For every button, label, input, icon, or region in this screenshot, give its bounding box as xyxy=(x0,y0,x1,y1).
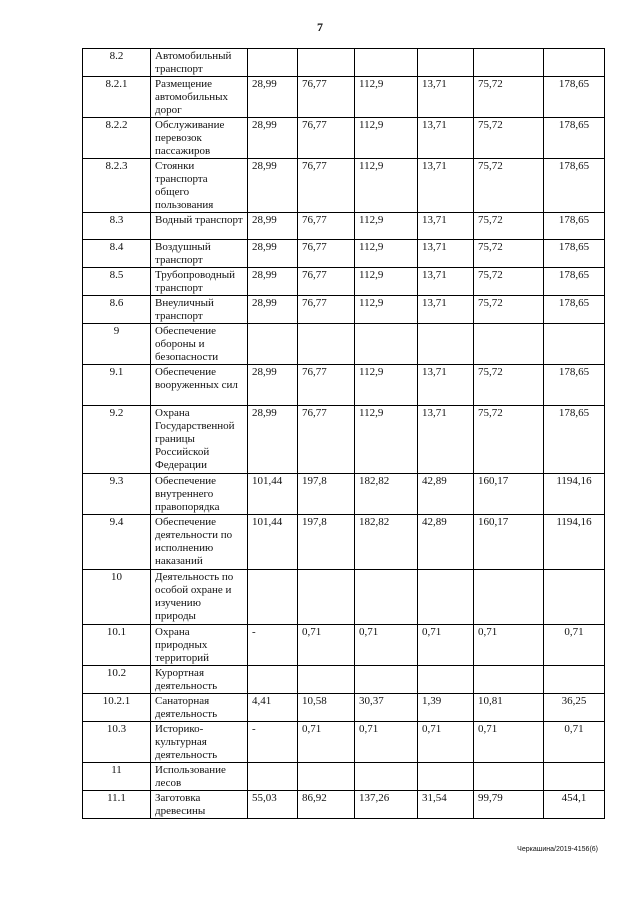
value-cell: 178,65 xyxy=(544,296,605,324)
value-cell: 197,8 xyxy=(298,474,355,515)
value-cell xyxy=(474,666,544,694)
row-code: 10.3 xyxy=(83,722,151,763)
value-cell: 76,77 xyxy=(298,77,355,118)
value-cell xyxy=(298,570,355,625)
value-cell xyxy=(544,324,605,365)
row-code: 10.2.1 xyxy=(83,694,151,722)
row-name: Историко-культурная деятельность xyxy=(151,722,248,763)
value-cell: 178,65 xyxy=(544,268,605,296)
value-cell: 13,71 xyxy=(418,365,474,406)
value-cell: 76,77 xyxy=(298,365,355,406)
value-cell: 99,79 xyxy=(474,791,544,819)
value-cell xyxy=(298,49,355,77)
value-cell: 10,58 xyxy=(298,694,355,722)
value-cell xyxy=(248,763,298,791)
value-cell: 182,82 xyxy=(355,515,418,570)
value-cell xyxy=(474,324,544,365)
value-cell: 178,65 xyxy=(544,213,605,240)
value-cell: 13,71 xyxy=(418,296,474,324)
table-row xyxy=(83,324,605,365)
value-cell: 4,41 xyxy=(248,694,298,722)
value-cell: - xyxy=(248,625,298,666)
value-cell: 28,99 xyxy=(248,213,298,240)
table-row xyxy=(83,118,605,159)
row-code: 10.1 xyxy=(83,625,151,666)
value-cell xyxy=(418,570,474,625)
row-code: 8.2.1 xyxy=(83,77,151,118)
value-cell xyxy=(418,666,474,694)
value-cell: 197,8 xyxy=(298,515,355,570)
value-cell: 28,99 xyxy=(248,268,298,296)
row-name: Обслуживание перевозок пассажиров xyxy=(151,118,248,159)
value-cell xyxy=(298,324,355,365)
value-cell xyxy=(418,324,474,365)
value-cell: 36,25 xyxy=(544,694,605,722)
value-cell: 0,71 xyxy=(355,625,418,666)
value-cell: 86,92 xyxy=(298,791,355,819)
tariff-table xyxy=(82,48,605,819)
value-cell: 28,99 xyxy=(248,406,298,474)
value-cell: 75,72 xyxy=(474,268,544,296)
row-name: Автомобильный транспорт xyxy=(151,49,248,77)
value-cell xyxy=(544,49,605,77)
value-cell: 13,71 xyxy=(418,118,474,159)
row-code: 11.1 xyxy=(83,791,151,819)
page-number: 7 xyxy=(317,20,323,34)
table-row xyxy=(83,406,605,474)
value-cell: 28,99 xyxy=(248,118,298,159)
row-code: 8.6 xyxy=(83,296,151,324)
row-code: 8.2.3 xyxy=(83,159,151,213)
value-cell: 75,72 xyxy=(474,365,544,406)
table-row xyxy=(83,268,605,296)
value-cell: 178,65 xyxy=(544,365,605,406)
value-cell: 76,77 xyxy=(298,213,355,240)
row-code: 8.5 xyxy=(83,268,151,296)
row-name: Обеспечение внутреннего правопорядка xyxy=(151,474,248,515)
row-name: Заготовка древесины xyxy=(151,791,248,819)
row-code: 9.1 xyxy=(83,365,151,406)
value-cell: 75,72 xyxy=(474,240,544,268)
row-name: Охрана природных территорий xyxy=(151,625,248,666)
row-name: Внеуличный транспорт xyxy=(151,296,248,324)
value-cell xyxy=(298,666,355,694)
table-row xyxy=(83,694,605,722)
value-cell: 76,77 xyxy=(298,159,355,213)
row-code: 10.2 xyxy=(83,666,151,694)
value-cell: 137,26 xyxy=(355,791,418,819)
value-cell: 76,77 xyxy=(298,268,355,296)
table-row xyxy=(83,763,605,791)
value-cell: 76,77 xyxy=(298,296,355,324)
value-cell: 28,99 xyxy=(248,296,298,324)
value-cell xyxy=(248,49,298,77)
value-cell: 13,71 xyxy=(418,268,474,296)
value-cell: 13,71 xyxy=(418,406,474,474)
value-cell: 0,71 xyxy=(298,722,355,763)
row-code: 9.3 xyxy=(83,474,151,515)
value-cell: 28,99 xyxy=(248,159,298,213)
value-cell: 75,72 xyxy=(474,296,544,324)
row-code: 10 xyxy=(83,570,151,625)
row-code: 9.4 xyxy=(83,515,151,570)
row-name: Обеспечение обороны и безопасности xyxy=(151,324,248,365)
table-row xyxy=(83,570,605,625)
value-cell: 28,99 xyxy=(248,77,298,118)
value-cell: 112,9 xyxy=(355,240,418,268)
table-row xyxy=(83,722,605,763)
value-cell: 454,1 xyxy=(544,791,605,819)
value-cell: 13,71 xyxy=(418,213,474,240)
value-cell: 28,99 xyxy=(248,365,298,406)
value-cell: 112,9 xyxy=(355,213,418,240)
value-cell: 1194,16 xyxy=(544,515,605,570)
table-row xyxy=(83,625,605,666)
value-cell: 112,9 xyxy=(355,118,418,159)
row-code: 9 xyxy=(83,324,151,365)
row-name: Охрана Государственной границы Российской Федерации xyxy=(151,406,248,474)
table-row xyxy=(83,296,605,324)
value-cell: 101,44 xyxy=(248,474,298,515)
row-name: Деятельность по особой охране и изучению природы xyxy=(151,570,248,625)
value-cell xyxy=(544,763,605,791)
value-cell xyxy=(355,324,418,365)
value-cell: 1,39 xyxy=(418,694,474,722)
row-name: Размещение автомобильных дорог xyxy=(151,77,248,118)
value-cell xyxy=(544,666,605,694)
row-name: Обеспечение деятельности по исполнению наказаний xyxy=(151,515,248,570)
value-cell: 55,03 xyxy=(248,791,298,819)
row-code: 11 xyxy=(83,763,151,791)
value-cell: 13,71 xyxy=(418,77,474,118)
value-cell: 160,17 xyxy=(474,515,544,570)
document-reference: Черкашина/2019-4156(6) xyxy=(517,846,598,853)
value-cell: - xyxy=(248,722,298,763)
table-row xyxy=(83,213,605,240)
value-cell: 76,77 xyxy=(298,240,355,268)
value-cell: 0,71 xyxy=(355,722,418,763)
value-cell: 28,99 xyxy=(248,240,298,268)
value-cell xyxy=(418,763,474,791)
value-cell: 31,54 xyxy=(418,791,474,819)
value-cell: 76,77 xyxy=(298,406,355,474)
value-cell xyxy=(298,763,355,791)
table-row xyxy=(83,159,605,213)
value-cell: 178,65 xyxy=(544,406,605,474)
value-cell xyxy=(355,763,418,791)
value-cell: 0,71 xyxy=(418,625,474,666)
value-cell: 0,71 xyxy=(544,625,605,666)
value-cell: 76,77 xyxy=(298,118,355,159)
value-cell: 0,71 xyxy=(298,625,355,666)
table-body xyxy=(83,49,605,819)
value-cell xyxy=(474,763,544,791)
value-cell xyxy=(248,324,298,365)
value-cell: 0,71 xyxy=(544,722,605,763)
value-cell xyxy=(248,570,298,625)
row-name: Трубопроводный транспорт xyxy=(151,268,248,296)
table-row xyxy=(83,49,605,77)
row-name: Санаторная деятельность xyxy=(151,694,248,722)
value-cell: 112,9 xyxy=(355,365,418,406)
row-name: Обеспечение вооруженных сил xyxy=(151,365,248,406)
value-cell: 112,9 xyxy=(355,406,418,474)
value-cell xyxy=(355,570,418,625)
row-code: 8.3 xyxy=(83,213,151,240)
value-cell: 112,9 xyxy=(355,77,418,118)
value-cell: 75,72 xyxy=(474,77,544,118)
table-row xyxy=(83,474,605,515)
value-cell xyxy=(418,49,474,77)
value-cell: 178,65 xyxy=(544,240,605,268)
value-cell: 42,89 xyxy=(418,474,474,515)
value-cell: 112,9 xyxy=(355,268,418,296)
table-row xyxy=(83,77,605,118)
value-cell: 75,72 xyxy=(474,406,544,474)
row-code: 8.2.2 xyxy=(83,118,151,159)
value-cell xyxy=(474,570,544,625)
table-row xyxy=(83,791,605,819)
value-cell: 75,72 xyxy=(474,159,544,213)
table-row xyxy=(83,515,605,570)
value-cell: 178,65 xyxy=(544,77,605,118)
value-cell: 178,65 xyxy=(544,118,605,159)
value-cell: 13,71 xyxy=(418,240,474,268)
value-cell: 0,71 xyxy=(474,722,544,763)
value-cell: 0,71 xyxy=(474,625,544,666)
value-cell: 160,17 xyxy=(474,474,544,515)
row-name: Стоянки транспорта общего пользования xyxy=(151,159,248,213)
row-name: Водный транспорт xyxy=(151,213,248,240)
value-cell: 75,72 xyxy=(474,118,544,159)
value-cell: 10,81 xyxy=(474,694,544,722)
row-name: Использование лесов xyxy=(151,763,248,791)
value-cell xyxy=(474,49,544,77)
value-cell: 101,44 xyxy=(248,515,298,570)
value-cell: 0,71 xyxy=(418,722,474,763)
value-cell: 13,71 xyxy=(418,159,474,213)
value-cell: 75,72 xyxy=(474,213,544,240)
value-cell: 42,89 xyxy=(418,515,474,570)
value-cell xyxy=(248,666,298,694)
value-cell xyxy=(544,570,605,625)
row-code: 8.4 xyxy=(83,240,151,268)
value-cell: 1194,16 xyxy=(544,474,605,515)
table-row xyxy=(83,240,605,268)
value-cell: 112,9 xyxy=(355,159,418,213)
value-cell xyxy=(355,666,418,694)
table-row xyxy=(83,365,605,406)
table-row xyxy=(83,666,605,694)
row-code: 9.2 xyxy=(83,406,151,474)
row-name: Курортная деятельность xyxy=(151,666,248,694)
row-name: Воздушный транспорт xyxy=(151,240,248,268)
value-cell: 30,37 xyxy=(355,694,418,722)
value-cell: 112,9 xyxy=(355,296,418,324)
value-cell xyxy=(355,49,418,77)
value-cell: 178,65 xyxy=(544,159,605,213)
row-code: 8.2 xyxy=(83,49,151,77)
value-cell: 182,82 xyxy=(355,474,418,515)
